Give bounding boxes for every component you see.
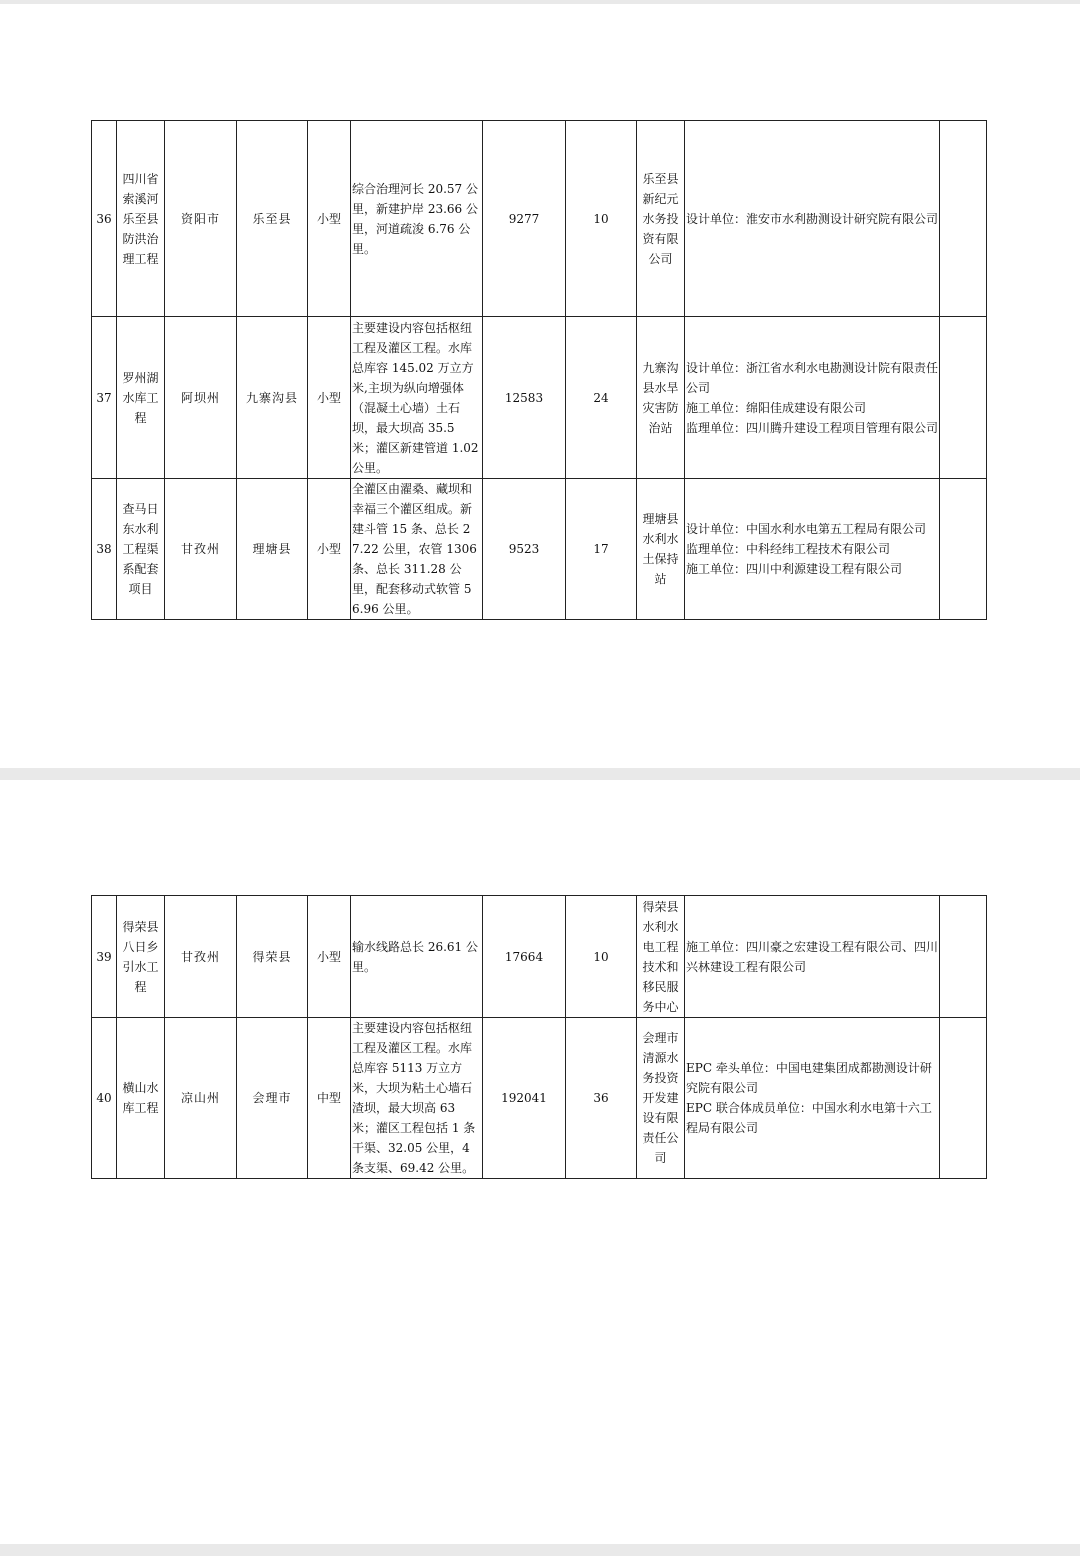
unit-line: 监理单位：四川腾升建设工程项目管理有限公司 [686, 420, 939, 435]
investment-cell: 192041 [483, 1018, 566, 1179]
county-cell: 九寨沟县 [237, 317, 308, 479]
unit-line: EPC 联合体成员单位：中国水利水电第十六工程局有限公司 [686, 1101, 932, 1135]
project-name: 罗州湖水库工程 [117, 317, 165, 479]
note-cell [940, 1018, 987, 1179]
row-number: 36 [92, 121, 117, 317]
table-row [92, 317, 987, 479]
document-page-1 [0, 4, 1080, 768]
table-body [92, 121, 987, 620]
unit-line: EPC 牵头单位：中国电建集团成都勘测设计研究院有限公司 [686, 1061, 932, 1095]
participating-units [685, 1018, 940, 1179]
owner-unit: 得荣县水利水电工程技术和移民服务中心 [637, 896, 685, 1018]
participating-units [685, 479, 940, 620]
note-cell [940, 317, 987, 479]
duration-cell: 36 [566, 1018, 637, 1179]
project-table [91, 895, 987, 1179]
note-cell [940, 121, 987, 317]
investment-cell: 12583 [483, 317, 566, 479]
project-name: 查马日东水利工程渠系配套项目 [117, 479, 165, 620]
row-number: 37 [92, 317, 117, 479]
construction-content: 主要建设内容包括枢纽工程及灌区工程。水库总库容 5113 万立方米，大坝为粘土心墙石渣坝，最大坝高 63 米；灌区工程包括 1 条干渠、32.05 公里，4 条支渠、69.42 公里。 [351, 1018, 483, 1179]
project-name: 横山水库工程 [117, 1018, 165, 1179]
note-cell [940, 479, 987, 620]
participating-units [685, 121, 940, 317]
construction-content: 全灌区由濯桑、藏坝和幸福三个灌区组成。新建斗管 15 条、总长 27.22 公里，农管 1306 条、总长 311.28 公里，配套移动式软管 56.96 公里。 [351, 479, 483, 620]
participating-units [685, 317, 940, 479]
county-cell: 理塘县 [237, 479, 308, 620]
unit-line: 设计单位：淮安市水利勘测设计研究院有限公司 [686, 211, 939, 226]
duration-cell: 10 [566, 121, 637, 317]
construction-content: 输水线路总长 26.61 公里。 [351, 896, 483, 1018]
county-cell: 乐至县 [237, 121, 308, 317]
row-number: 40 [92, 1018, 117, 1179]
document-page-2 [0, 780, 1080, 1544]
duration-cell: 10 [566, 896, 637, 1018]
note-cell [940, 896, 987, 1018]
table-row [92, 479, 987, 620]
unit-line: 设计单位：浙江省水利水电勘测设计院有限责任公司 [686, 360, 939, 395]
table-body [92, 896, 987, 1179]
participating-units [685, 896, 940, 1018]
scale-cell: 中型 [308, 1018, 351, 1179]
investment-cell: 9277 [483, 121, 566, 317]
construction-content: 主要建设内容包括枢纽工程及灌区工程。水库总库容 145.02 万立方米,主坝为纵向增强体（混凝土心墙）土石坝，最大坝高 35.5 米；灌区新建管道 1.02 公里。 [351, 317, 483, 479]
county-cell: 得荣县 [237, 896, 308, 1018]
unit-line: 施工单位：四川中利源建设工程有限公司 [686, 562, 903, 576]
investment-cell: 9523 [483, 479, 566, 620]
project-table [91, 120, 987, 620]
unit-line: 施工单位：绵阳佳成建设有限公司 [686, 400, 867, 415]
city-cell: 凉山州 [165, 1018, 237, 1179]
project-name: 四川省索溪河乐至县防洪治理工程 [117, 121, 165, 317]
city-cell: 甘孜州 [165, 896, 237, 1018]
scale-cell: 小型 [308, 479, 351, 620]
table-row [92, 896, 987, 1018]
owner-unit: 九寨沟县水旱灾害防治站 [637, 317, 685, 479]
duration-cell: 24 [566, 317, 637, 479]
owner-unit: 理塘县水利水土保持站 [637, 479, 685, 620]
project-name: 得荣县八日乡引水工程 [117, 896, 165, 1018]
owner-unit: 会理市清源水务投资开发建设有限责任公司 [637, 1018, 685, 1179]
investment-cell: 17664 [483, 896, 566, 1018]
row-number: 38 [92, 479, 117, 620]
table-row [92, 1018, 987, 1179]
duration-cell: 17 [566, 479, 637, 620]
unit-line: 设计单位：中国水利水电第五工程局有限公司 [686, 522, 927, 536]
unit-line: 监理单位：中科经纬工程技术有限公司 [686, 542, 891, 556]
scale-cell: 小型 [308, 121, 351, 317]
scale-cell: 小型 [308, 317, 351, 479]
table-row [92, 121, 987, 317]
city-cell: 阿坝州 [165, 317, 237, 479]
county-cell: 会理市 [237, 1018, 308, 1179]
city-cell: 资阳市 [165, 121, 237, 317]
city-cell: 甘孜州 [165, 479, 237, 620]
owner-unit: 乐至县新纪元水务投资有限公司 [637, 121, 685, 317]
scale-cell: 小型 [308, 896, 351, 1018]
row-number: 39 [92, 896, 117, 1018]
construction-content: 综合治理河长 20.57 公里，新建护岸 23.66 公里，河道疏浚 6.76 公里。 [351, 121, 483, 317]
unit-line: 施工单位：四川豪之宏建设工程有限公司、四川兴林建设工程有限公司 [686, 939, 939, 974]
